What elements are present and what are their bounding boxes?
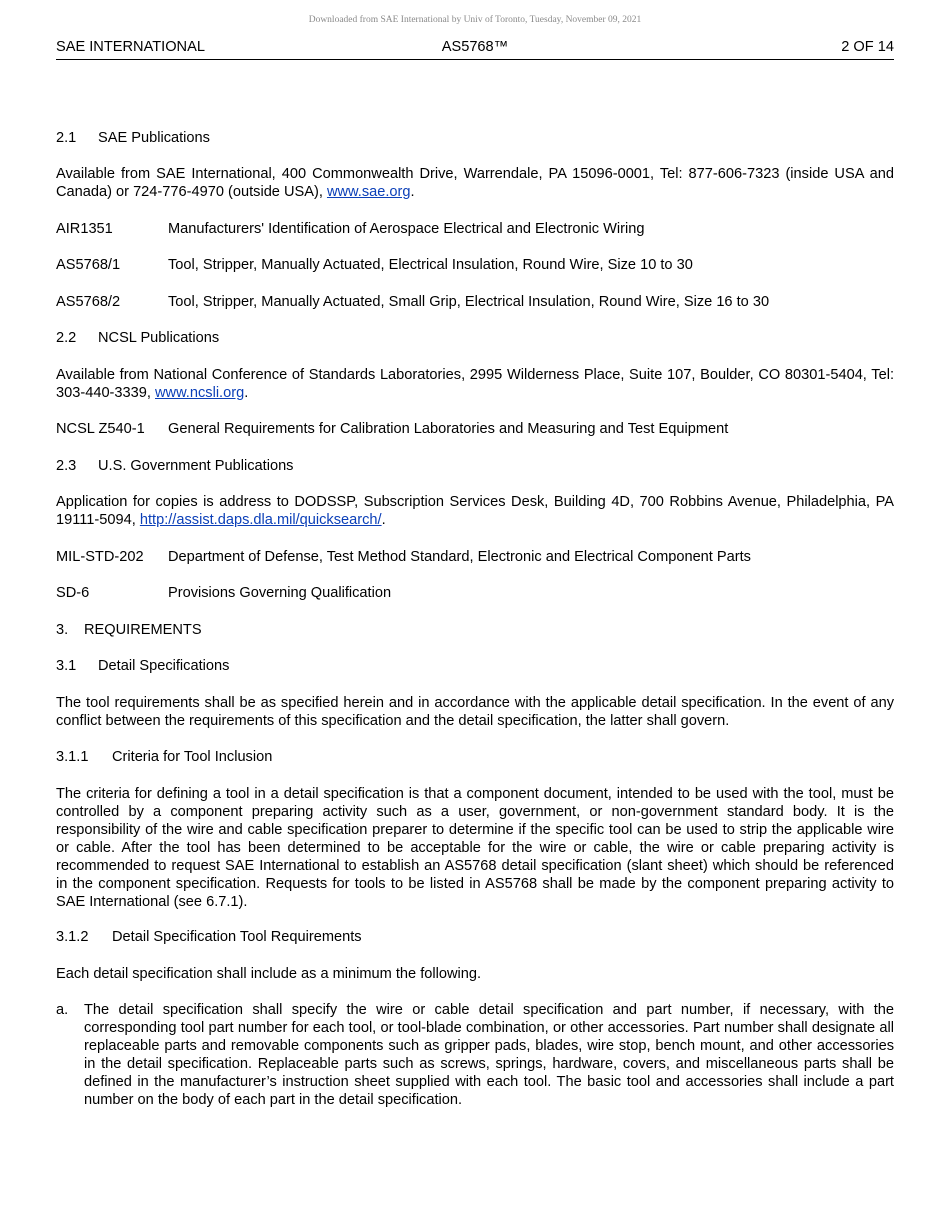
section-title: Criteria for Tool Inclusion — [112, 749, 273, 765]
section-3-1-2-paragraph: Each detail specification shall include as a minimum the following. — [56, 966, 482, 982]
list-item — [56, 1001, 894, 1109]
paragraph-text: Application for copies is address to DODSSP, Subscription Services Desk, Building 4D, 700 Robbins Avenue, Philadelphia, PA 19111-5094, — [56, 494, 894, 528]
reference-title: Manufacturers' Identification of Aerospace Electrical and Electronic Wiring — [168, 221, 645, 237]
paragraph-end: . — [410, 184, 415, 200]
reference-title: Tool, Stripper, Manually Actuated, Small Grip, Electrical Insulation, Round Wire, Size 16 to 30 — [168, 294, 770, 310]
section-heading-3-1 — [56, 657, 894, 675]
reference-title: General Requirements for Calibration Laboratories and Measuring and Test Equipment — [168, 421, 729, 437]
section-title: SAE Publications — [98, 130, 210, 146]
ncsli-website-link[interactable]: www.ncsli.org — [155, 385, 245, 401]
header-publisher: SAE INTERNATIONAL — [56, 39, 205, 55]
list-item-text: The detail specification shall specify the wire or cable detail specification and part number, if necessary, with the corresponding tool part number for each tool, or tool-blade combination, or other accessories. Part number shall designate all replaceable parts and removable components such as gripper pads, blades, wire stop, bench mount, and other accessories in the detail specification. Replaceable parts such as screws, springs, hardware, covers, and miscellaneous parts shall be defined in the manufacturer’s instruction sheet supplied with each tool. The basic tool and accessories shall include a part number on the body of each part in the detail specification. — [84, 1002, 894, 1108]
paragraph-end: . — [381, 512, 386, 528]
paragraph-text: Available from National Conference of Standards Laboratories, 2995 Wilderness Place, Suite 107, Boulder, CO 80301-5404, Tel: 303-440-3339, — [56, 367, 894, 401]
section-heading-2-2 — [56, 329, 894, 347]
reference-title: Department of Defense, Test Method Standard, Electronic and Electrical Component Parts — [168, 549, 751, 565]
page-header — [56, 38, 894, 60]
paragraph-end: . — [244, 385, 249, 401]
section-number: 2.3 — [56, 458, 77, 474]
section-number: 2.1 — [56, 130, 77, 146]
section-heading-2-3 — [56, 457, 894, 475]
reference-row — [56, 584, 894, 602]
section-number: 3. — [56, 622, 69, 638]
section-number: 3.1 — [56, 658, 77, 674]
reference-row — [56, 220, 894, 238]
reference-title: Tool, Stripper, Manually Actuated, Electrical Insulation, Round Wire, Size 10 to 30 — [168, 257, 693, 273]
section-heading-3-1-2 — [56, 928, 894, 946]
section-heading-2-1 — [56, 129, 894, 147]
section-heading-3 — [56, 621, 894, 639]
section-number: 3.1.1 — [56, 749, 89, 765]
reference-title: Provisions Governing Qualification — [168, 585, 392, 601]
section-title: U.S. Government Publications — [98, 458, 294, 474]
section-heading-3-1-1 — [56, 748, 894, 766]
reference-id: NCSL Z540-1 — [56, 421, 145, 437]
reference-row — [56, 420, 894, 438]
assist-quicksearch-link[interactable]: http://assist.daps.dla.mil/quicksearch/ — [139, 512, 382, 528]
section-2-3-paragraph — [56, 493, 894, 529]
reference-row — [56, 293, 894, 311]
section-title: NCSL Publications — [98, 330, 220, 346]
section-number: 3.1.2 — [56, 929, 89, 945]
reference-id: AIR1351 — [56, 221, 113, 237]
download-watermark: Downloaded from SAE International by Univ of Toronto, Tuesday, November 09, 2021 — [308, 15, 642, 25]
section-number: 2.2 — [56, 330, 77, 346]
reference-id: SD-6 — [56, 585, 90, 601]
reference-id: MIL-STD-202 — [56, 549, 144, 565]
section-title: Detail Specifications — [98, 658, 230, 674]
reference-id: AS5768/1 — [56, 257, 121, 273]
header-document-number: AS5768™ — [441, 39, 509, 55]
paragraph-text: Available from SAE International, 400 Commonwealth Drive, Warrendale, PA 15096-0001, Tel: 877-606-7323 (inside USA and Canada) or 724-776-4970 (outside USA), — [56, 166, 894, 200]
list-marker: a. — [56, 1002, 69, 1018]
section-title: REQUIREMENTS — [84, 622, 202, 638]
section-3-1-paragraph: The tool requirements shall be as specified herein and in accordance with the applicable detail specification. In the event of any conflict between the requirements of this specification and the detail specification, the latter shall govern. — [56, 695, 894, 729]
reference-id: AS5768/2 — [56, 294, 121, 310]
reference-row — [56, 548, 894, 566]
section-2-1-paragraph — [56, 165, 894, 201]
sae-website-link[interactable]: www.sae.org — [326, 184, 411, 200]
section-3-1-1-paragraph: The criteria for defining a tool in a detail specification is that a component document, intended to be used with the tool, must be controlled by a component preparing activity such as a user, government, or non-government standard body. It is the responsibility of the wire and cable specification preparer to determine if the specific tool can be used to strip the applicable wire or cable. After the tool has been determined to be acceptable for the wire or cable, the wire or cable preparing activity is recommended to request SAE International to establish an AS5768 detail specification (slant sheet) which should be referenced in the component specification. Requests for tools to be listed in AS5768 shall be made by the component preparing activity to SAE International (see 6.7.1). — [56, 786, 894, 910]
reference-row — [56, 256, 894, 274]
header-page-number: 2 OF 14 — [841, 39, 894, 55]
section-title: Detail Specification Tool Requirements — [112, 929, 362, 945]
section-2-2-paragraph — [56, 366, 894, 402]
